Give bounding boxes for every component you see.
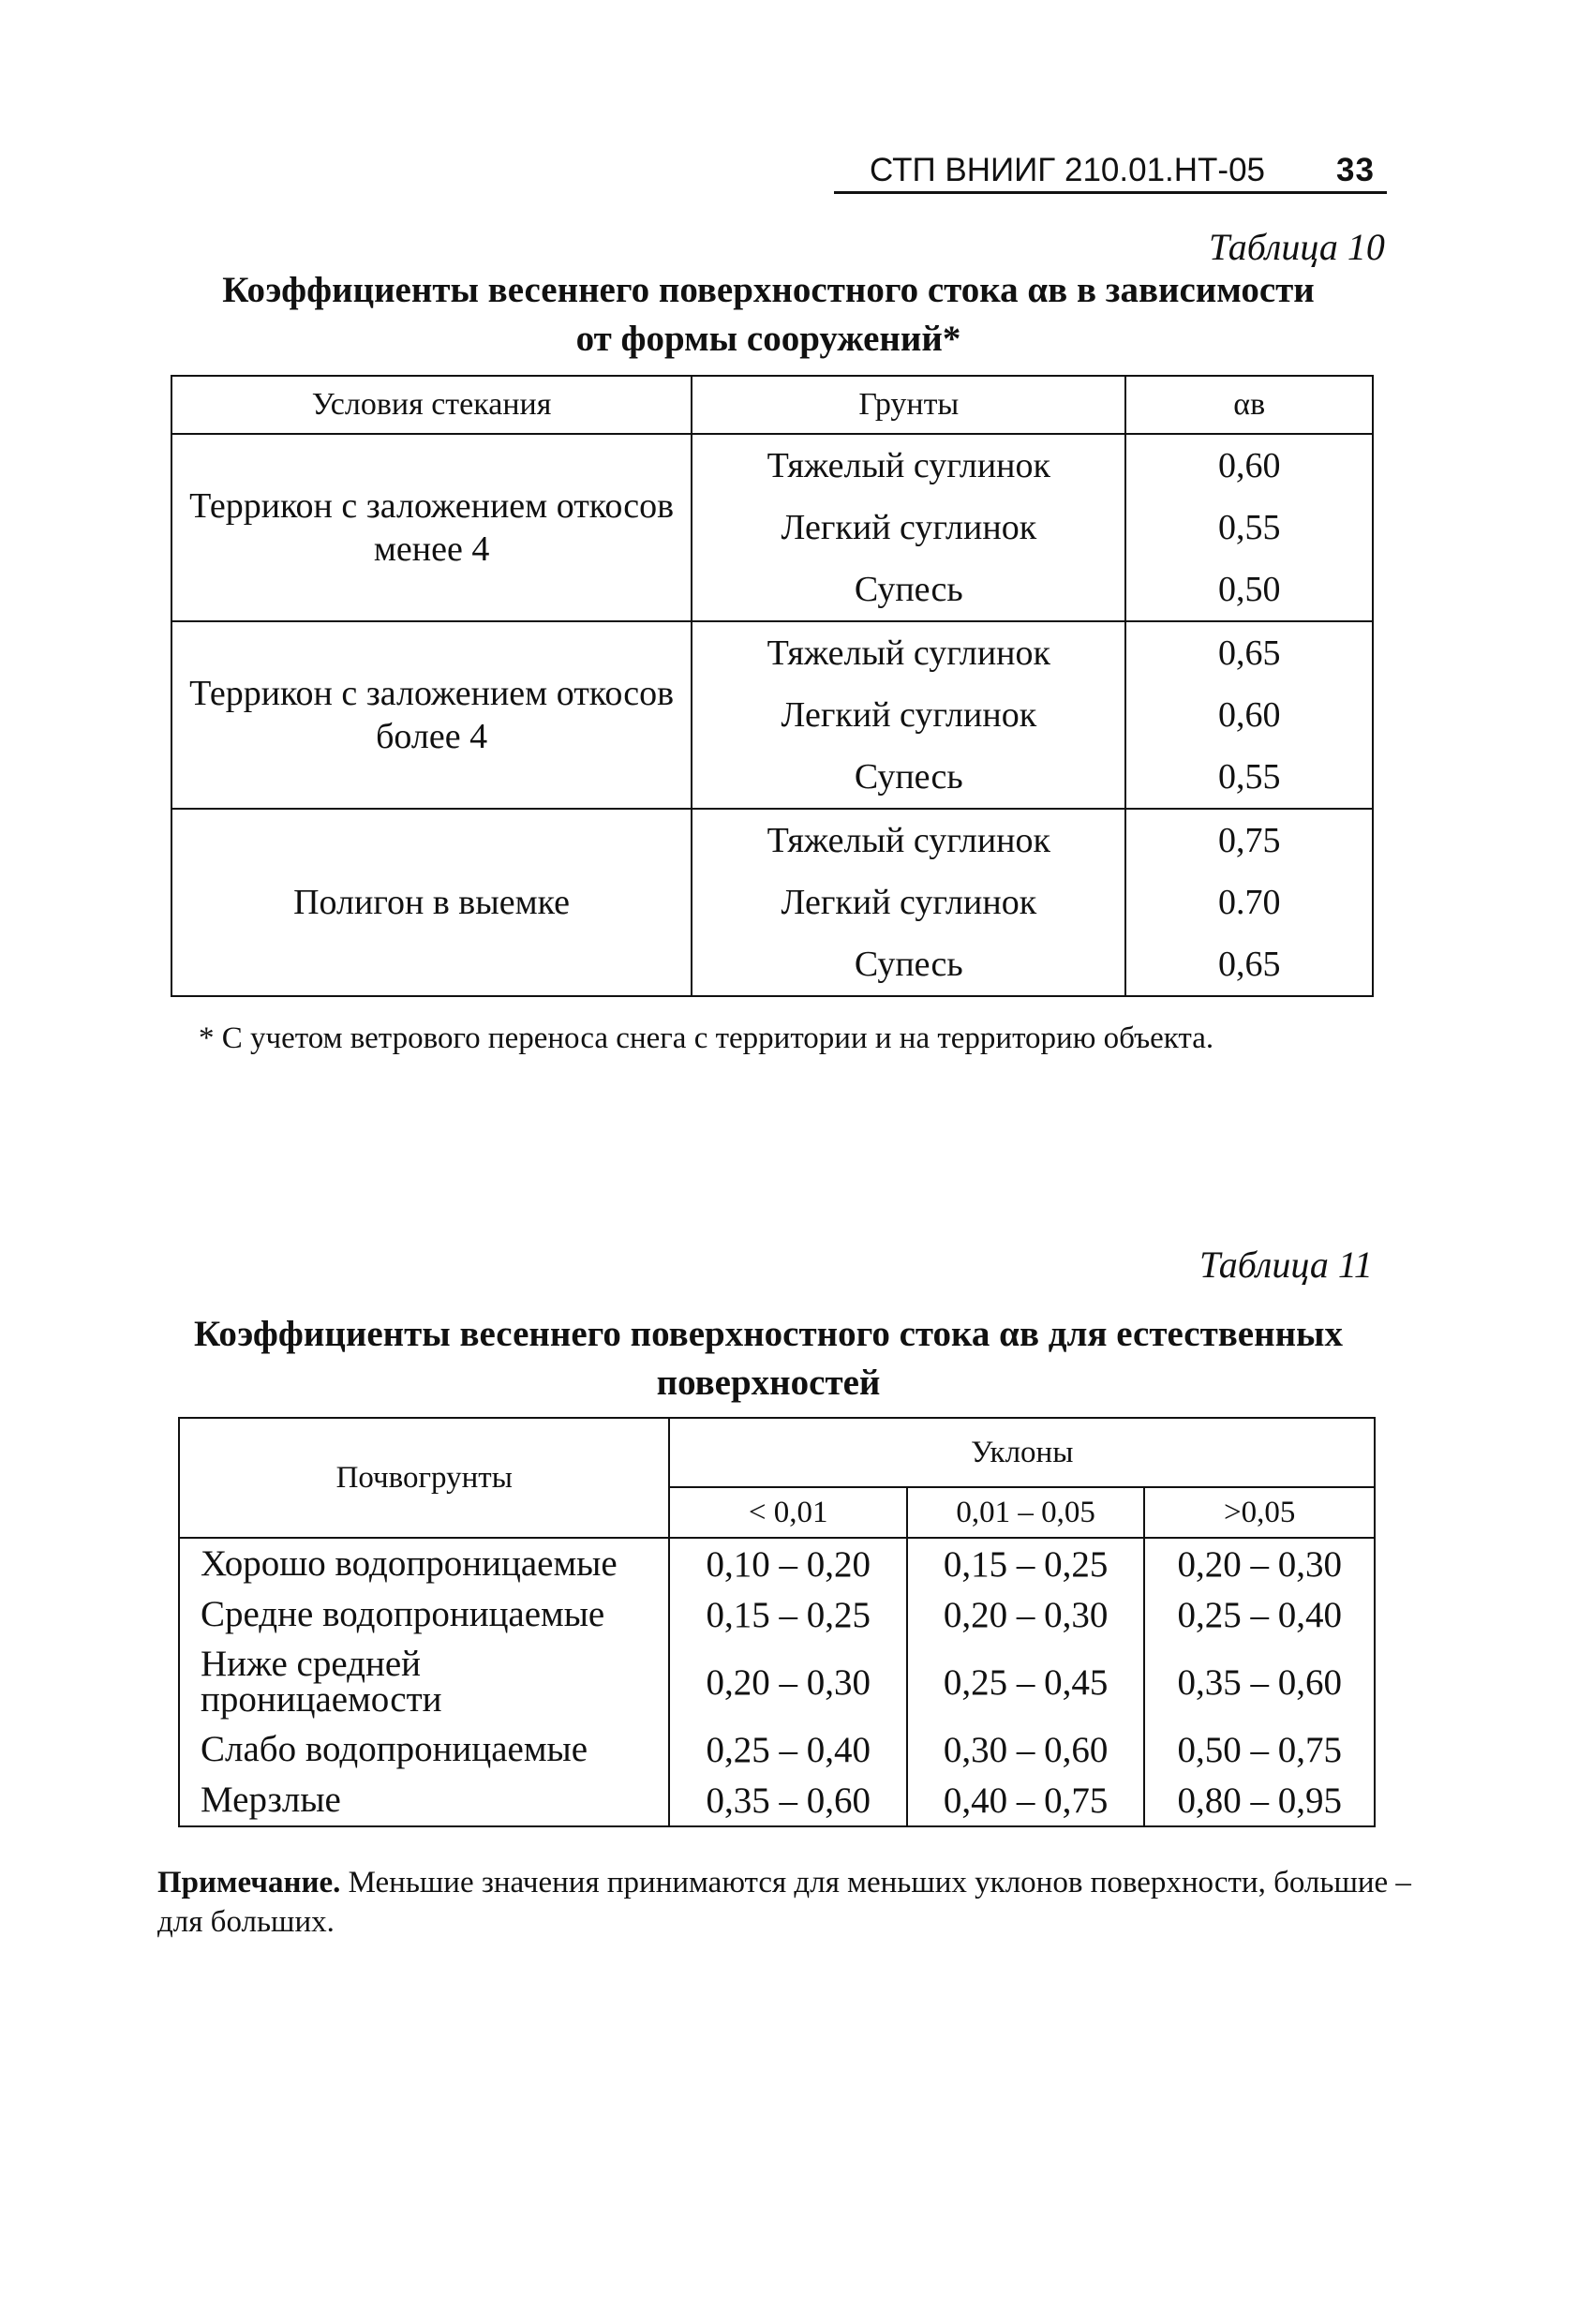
range-cell: 0,35 – 0,60	[1144, 1640, 1375, 1724]
coefficient-value: 0.70	[1217, 883, 1281, 922]
table11-label: Таблица 11	[1199, 1244, 1373, 1286]
soil-value: Легкий суглинок	[781, 508, 1037, 547]
range-cell: 0,25 – 0,45	[907, 1640, 1144, 1724]
header-rule	[834, 191, 1387, 194]
range-cell: 0,35 – 0,60	[669, 1775, 906, 1826]
range-cell: 0,15 – 0,25	[907, 1538, 1144, 1589]
table-row	[171, 434, 1373, 621]
soil-cell	[692, 809, 1125, 996]
col-header-conditions: Условия стекания	[171, 376, 692, 434]
table11-note	[157, 1863, 1413, 1942]
coefficient-value: 0,55	[1217, 508, 1281, 547]
soil-value: Тяжелый суглинок	[767, 633, 1050, 673]
table10-title-line2: от формы сооружений*	[575, 319, 961, 359]
table-row	[179, 1538, 1375, 1589]
condition-cell: Террикон с заложением откосов более 4	[171, 621, 692, 809]
condition-cell: Полигон в выемке	[171, 809, 692, 996]
col-header-soils: Почвогрунты	[179, 1418, 669, 1538]
table-row	[171, 809, 1373, 996]
table10-title-line1: Коэффициенты весеннего поверхностного стока αв в зависимости	[222, 270, 1315, 310]
col-header-slope-high: >0,05	[1144, 1487, 1375, 1538]
coefficient-value: 0,65	[1217, 633, 1281, 673]
soil-value: Тяжелый суглинок	[767, 821, 1050, 860]
range-cell: 0,20 – 0,30	[669, 1640, 906, 1724]
soil-value: Супесь	[854, 757, 963, 797]
table11-title-line1: Коэффициенты весеннего поверхностного стока αв для естественных	[194, 1314, 1343, 1354]
table10-label: Таблица 10	[1209, 226, 1385, 268]
soil-value: Супесь	[854, 570, 963, 609]
coefficient-cell	[1125, 809, 1373, 996]
table-row	[171, 621, 1373, 809]
coefficient-value: 0,75	[1217, 821, 1281, 860]
table11-header-row	[179, 1418, 1375, 1487]
range-cell: 0,80 – 0,95	[1144, 1775, 1375, 1826]
table10-header-row	[171, 376, 1373, 434]
coefficient-value: 0,60	[1217, 446, 1281, 485]
col-header-slope-low: < 0,01	[669, 1487, 906, 1538]
document-code: СТП ВНИИГ 210.01.НТ-05	[870, 152, 1265, 188]
soil-cell	[692, 434, 1125, 621]
range-cell: 0,25 – 0,40	[669, 1724, 906, 1775]
table11-title	[141, 1310, 1396, 1408]
range-cell: 0,15 – 0,25	[669, 1589, 906, 1640]
table10-title	[141, 266, 1396, 364]
soil-value: Тяжелый суглинок	[767, 446, 1050, 485]
range-cell: 0,30 – 0,60	[907, 1724, 1144, 1775]
page-number: 33	[1336, 152, 1375, 188]
table11	[178, 1417, 1376, 1827]
table-row	[179, 1640, 1375, 1724]
coefficient-value: 0,55	[1217, 757, 1281, 797]
soil-type-cell: Хорошо водопроницаемые	[179, 1538, 669, 1589]
soil-value: Легкий суглинок	[781, 695, 1037, 735]
table-row	[179, 1775, 1375, 1826]
range-cell: 0,40 – 0,75	[907, 1775, 1144, 1826]
col-header-soils: Грунты	[692, 376, 1125, 434]
table11-title-line2: поверхностей	[656, 1363, 881, 1403]
coefficient-value: 0,50	[1217, 570, 1281, 609]
col-header-slope-mid: 0,01 – 0,05	[907, 1487, 1144, 1538]
table-row	[179, 1724, 1375, 1775]
soil-type-cell: Ниже средней проницаемости	[179, 1640, 669, 1724]
page-header	[825, 148, 1387, 197]
condition-cell: Террикон с заложением откосов менее 4	[171, 434, 692, 621]
col-header-coefficient: αв	[1125, 376, 1373, 434]
coefficient-cell	[1125, 434, 1373, 621]
range-cell: 0,20 – 0,30	[1144, 1538, 1375, 1589]
soil-value: Легкий суглинок	[781, 883, 1037, 922]
coefficient-cell	[1125, 621, 1373, 809]
coefficient-value: 0,60	[1217, 695, 1281, 735]
table10-footnote: * С учетом ветрового переноса снега с территории и на территорию объекта.	[199, 1021, 1214, 1055]
coefficient-value: 0,65	[1217, 945, 1281, 984]
table-row	[179, 1589, 1375, 1640]
note-label: Примечание.	[157, 1866, 341, 1899]
soil-type-cell: Мерзлые	[179, 1775, 669, 1826]
col-header-slopes: Уклоны	[669, 1418, 1375, 1487]
range-cell: 0,50 – 0,75	[1144, 1724, 1375, 1775]
range-cell: 0,20 – 0,30	[907, 1589, 1144, 1640]
note-text: Меньшие значения принимаются для меньших уклонов поверхности, большие – для больших.	[157, 1866, 1411, 1939]
range-cell: 0,10 – 0,20	[669, 1538, 906, 1589]
table10	[171, 375, 1374, 997]
soil-cell	[692, 621, 1125, 809]
range-cell: 0,25 – 0,40	[1144, 1589, 1375, 1640]
soil-value: Супесь	[854, 945, 963, 984]
soil-type-cell: Слабо водопроницаемые	[179, 1724, 669, 1775]
soil-type-cell: Средне водопроницаемые	[179, 1589, 669, 1640]
